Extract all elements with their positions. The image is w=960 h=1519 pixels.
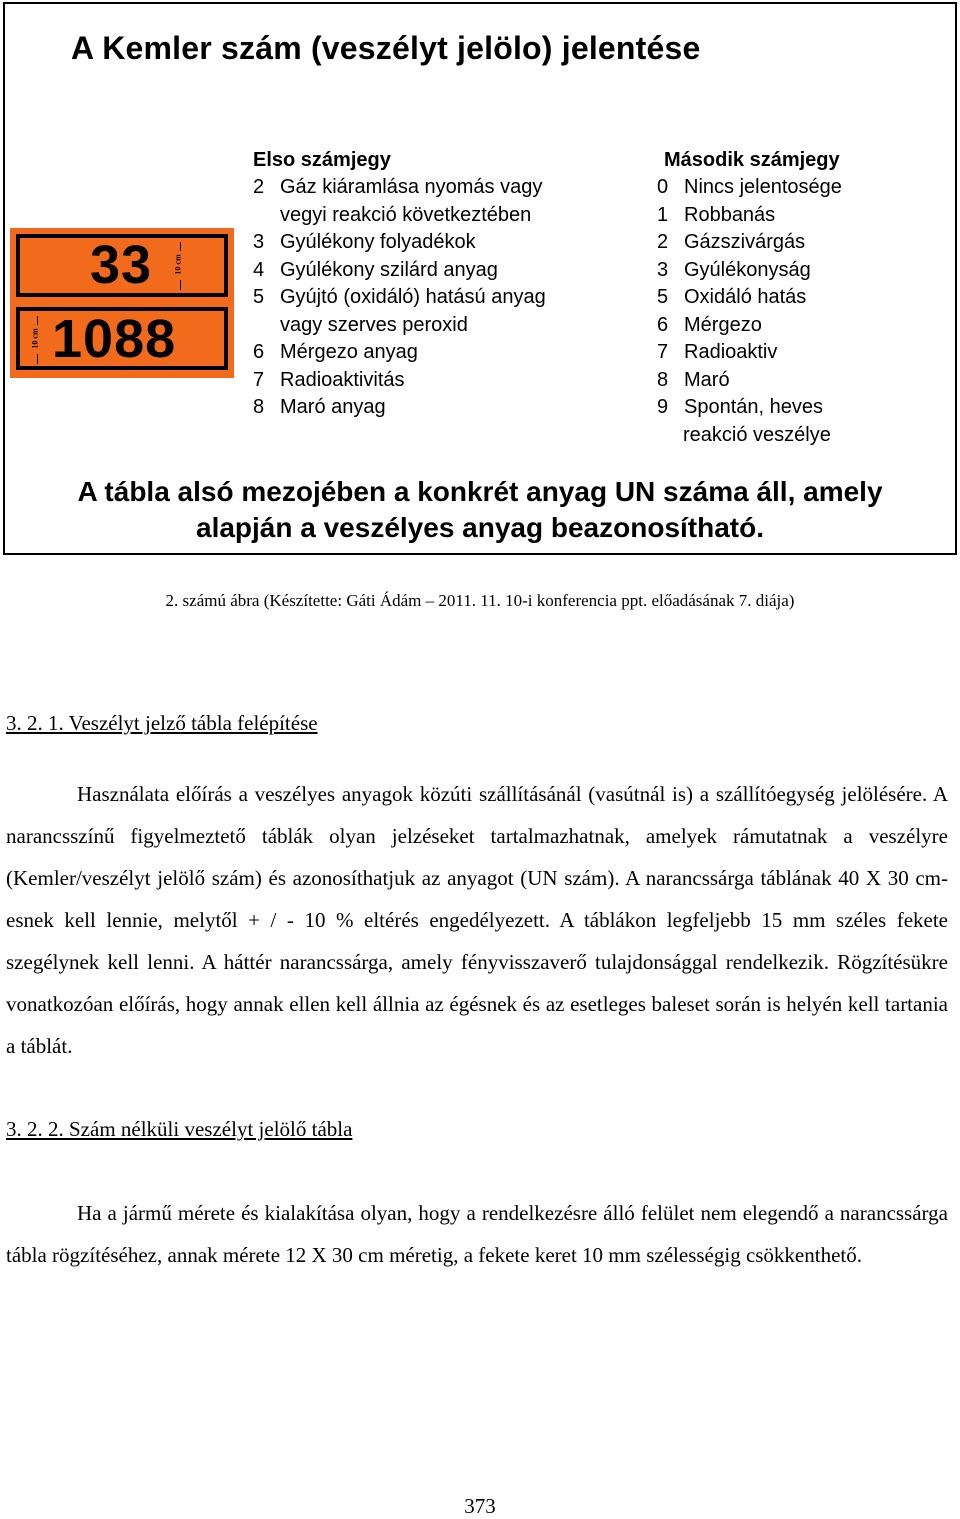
un-number: 1088 [52, 309, 177, 369]
list-item: 4 Gyúlékony szilárd anyag [253, 258, 498, 281]
list-item: 2 Gázszivárgás [657, 231, 806, 253]
figure-box [3, 2, 957, 555]
figure-caption: 2. számú ábra (Készítette: Gáti Ádám – 2011. 11. 10-i konferencia ppt. előadásának 7. diája) [165, 591, 795, 610]
list-item: 1 Robbanás [657, 203, 776, 226]
first-digit-list [253, 174, 546, 422]
list-item: 7 Radioaktiv [657, 341, 778, 363]
list-item: 3 Gyúlékonyság [657, 258, 811, 281]
list-item: 5 Gyújtó (oxidáló) hatású anyag vagy szerves peroxid [253, 286, 546, 336]
list-item: 9 Spontán, heves reakció veszélye [657, 396, 831, 446]
section-heading-3-2-2: 3. 2. 2. Szám nélküli veszélyt jelölő tábla [6, 1117, 353, 1141]
first-digit-heading: Elso számjegy [253, 149, 391, 171]
height-mark-top: 10 cm [173, 254, 183, 275]
height-mark-bottom: 10 cm [30, 328, 40, 349]
kemler-number: 33 [90, 235, 153, 295]
list-item: 8 Maró [657, 368, 730, 391]
height-mark-line [180, 280, 181, 290]
height-mark-line [37, 316, 38, 325]
list-item: 5 Oxidáló hatás [657, 286, 807, 308]
list-item: 6 Mérgezo [657, 313, 762, 336]
figure-footer-line1: A tábla alsó mezojében a konkrét anyag UN száma áll, amely [77, 476, 883, 507]
second-digit-list [657, 174, 842, 449]
figure-title: A Kemler szám (veszélyt jelölo) jelentése [71, 30, 701, 66]
second-digit-heading: Második számjegy [664, 149, 840, 171]
list-item: 2 Gáz kiáramlása nyomás vagy vegyi reakció következtében [253, 176, 543, 226]
list-item: 7 Radioaktivitás [253, 368, 405, 391]
list-item: 6 Mérgezo anyag [253, 341, 418, 363]
section-paragraph-3-2-1: Használata előírás a veszélyes anyagok közúti szállításánál (vasútnál is) a szállítóegység jelölésére. A narancsszínű figyelmeztető táblák olyan jelzéseket tartalmazhatnak, amelyek rámutatnak a veszélyre (Kemler/veszélyt jelölő szám) és azonosíthatjuk az anyagot (UN szám). A narancssárga táblának 40 X 30 cm-esnek kell lennie, melytől + / - 10 % eltérés engedélyezett. A táblákon legfeljebb 15 mm széles fekete szegélynek kell lenni. A háttér narancssárga, amely fényvisszaverő tulajdonsággal rendelkezik. Rögzítésükre vonatkozóan előírás, hogy annak ellen kell állnia az égésnek és az esetleges baleset során is helyén kell tartania a táblát. [6, 782, 948, 1058]
figure-footer [5, 474, 955, 546]
height-mark-line [37, 354, 38, 364]
section-heading-3-2-1: 3. 2. 1. Veszélyt jelző tábla felépítése [6, 711, 318, 735]
section-paragraph-3-2-2: Ha a jármű mérete és kialakítása olyan, hogy a rendelkezésre álló felület nem elegendő a narancssárga tábla rögzítéséhez, annak mérete 12 X 30 cm méretig, a fekete keret 10 mm szélességig csökkenthető. [6, 1201, 948, 1267]
page-number: 373 [464, 1494, 496, 1518]
hazard-plate [10, 228, 234, 378]
list-item: 8 Maró anyag [253, 396, 386, 418]
list-item: 3 Gyúlékony folyadékok [253, 231, 476, 253]
figure-footer-line2: alapján a veszélyes anyag beazonosítható. [196, 512, 764, 543]
list-item: 0 Nincs jelentosége [657, 176, 842, 198]
height-mark-line [180, 242, 181, 251]
